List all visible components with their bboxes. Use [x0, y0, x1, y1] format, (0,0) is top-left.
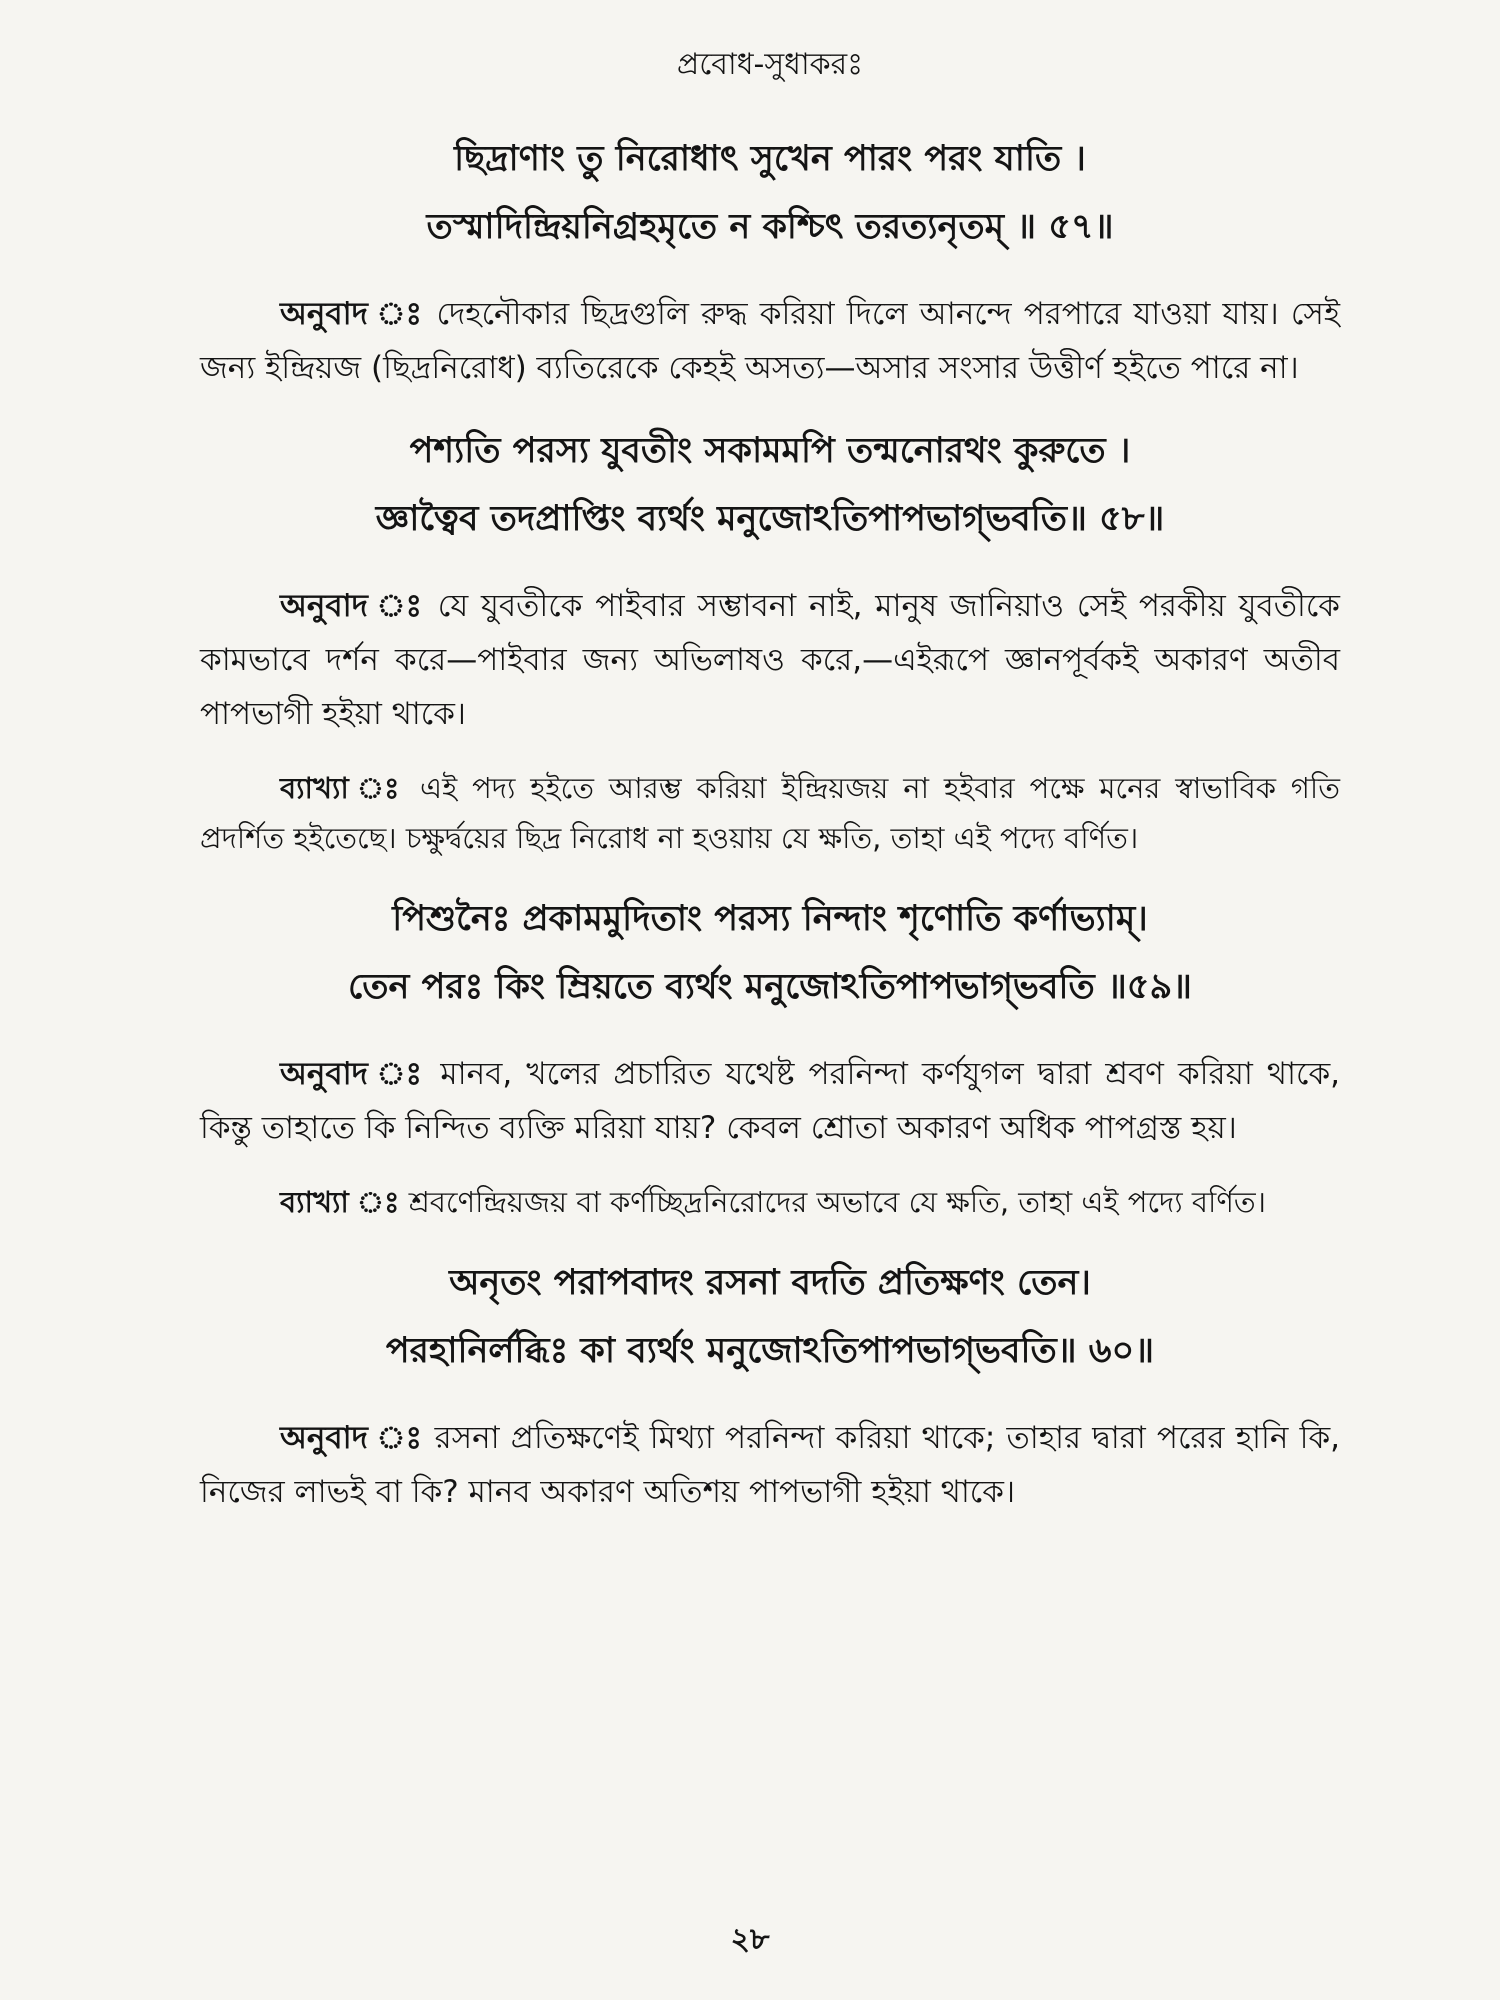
verse-line: জ্ঞাত্বৈব তদপ্রাপ্তিং ব্যর্থং মনুজোঽতিপাপভাগ্ভবতি॥ ৫৮॥	[375, 499, 1165, 539]
verse-line: পরহানির্লব্ধিঃ কা ব্যর্থং মনুজোঽতিপাপভাগ্ভবতি॥ ৬০॥	[385, 1331, 1155, 1371]
commentary-text: এই পদ্য হইতে আরম্ভ করিয়া ইন্দ্রিয়জয় না হইবার পক্ষে মনের স্বাভাবিক গতি প্রদর্শিত হইতেছে। চক্ষুর্দ্বয়ের ছিদ্র নিরোধ না হওয়ায় যে ক্ষতি, তাহা এই পদ্যে বর্ণিত।	[200, 771, 1340, 855]
verse-line: তেন পরঃ কিং ম্রিয়তে ব্যর্থং মনুজোঽতিপাপভাগ্ভবতি ॥৫৯॥	[348, 967, 1192, 1007]
page-number: ২৮	[730, 1922, 770, 1957]
translation-label: অনুবাদ ঃ	[280, 1056, 427, 1092]
commentary-58	[200, 763, 1340, 863]
verse-line: অনৃতং পরাপবাদং রসনা বদতি প্রতিক্ষণং তেন।	[449, 1263, 1091, 1303]
translation-58	[200, 579, 1340, 741]
translation-57	[200, 287, 1340, 395]
verse-line: তস্মাদিন্দ্রিয়নিগ্রহমৃতে ন কশ্চিৎ তরত্যনৃতম্ ॥ ৫৭॥	[426, 207, 1114, 247]
verse-60	[200, 1249, 1340, 1385]
verse-57	[200, 125, 1340, 261]
verse-58	[200, 417, 1340, 553]
verse-line: পশ্যতি পরস্য যুবতীং সকামমপি তন্মনোরথং কুরুতে ।	[409, 431, 1131, 471]
commentary-label: ব্যাখ্যা ঃ	[280, 771, 406, 805]
verse-line: ছিদ্রাণাং তু নিরোধাৎ সুখেন পারং পরং যাতি ।	[454, 139, 1086, 179]
verse-line: পিশুনৈঃ প্রকামমুদিতাং পরস্য নিন্দাং শৃণোতি কর্ণাভ্যাম্।	[392, 899, 1148, 939]
commentary-text: শ্রবণেন্দ্রিয়জয় বা কর্ণচ্ছিদ্রনিরোদের অভাবে যে ক্ষতি, তাহা এই পদ্যে বর্ণিত।	[408, 1185, 1267, 1219]
translation-60	[200, 1411, 1340, 1519]
commentary-59	[200, 1177, 1340, 1227]
translation-text: মানব, খলের প্রচারিত যথেষ্ট পরনিন্দা কর্ণযুগল দ্বারা শ্রবণ করিয়া থাকে, কিন্তু তাহাতে কি নিন্দিত ব্যক্তি মরিয়া যায়? কেবল শ্রোতা অকারণ অধিক পাপগ্রস্ত হয়।	[200, 1056, 1340, 1146]
translation-text: যে যুবতীকে পাইবার সম্ভাবনা নাই, মানুষ জানিয়াও সেই পরকীয় যুবতীকে কামভাবে দর্শন করে—পাইবার জন্য অভিলাষও করে,—এইরূপে জ্ঞানপূর্বকই অকারণ অতীব পাপভাগী হইয়া থাকে।	[200, 588, 1340, 732]
translation-59	[200, 1047, 1340, 1155]
running-head: প্রবোধ-সুধাকরঃ	[676, 47, 864, 82]
translation-text: রসনা প্রতিক্ষণেই মিথ্যা পরনিন্দা করিয়া থাকে; তাহার দ্বারা পরের হানি কি, নিজের লাভই বা কি? মানব অকারণ অতিশয় পাপভাগী হইয়া থাকে।	[200, 1420, 1340, 1510]
translation-label: অনুবাদ ঃ	[280, 1420, 424, 1456]
translation-label: অনুবাদ ঃ	[280, 588, 425, 624]
translation-text: দেহনৌকার ছিদ্রগুলি রুদ্ধ করিয়া দিলে আনন্দে পরপারে যাওয়া যায়। সেই জন্য ইন্দ্রিয়জ (ছিদ্রনিরোধ) ব্যতিরেকে কেহই অসত্য—অসার সংসার উত্তীর্ণ হইতে পারে না।	[200, 296, 1340, 386]
translation-label: অনুবাদ ঃ	[280, 296, 425, 332]
verse-59	[200, 885, 1340, 1021]
commentary-label: ব্যাখ্যা ঃ	[280, 1185, 400, 1219]
